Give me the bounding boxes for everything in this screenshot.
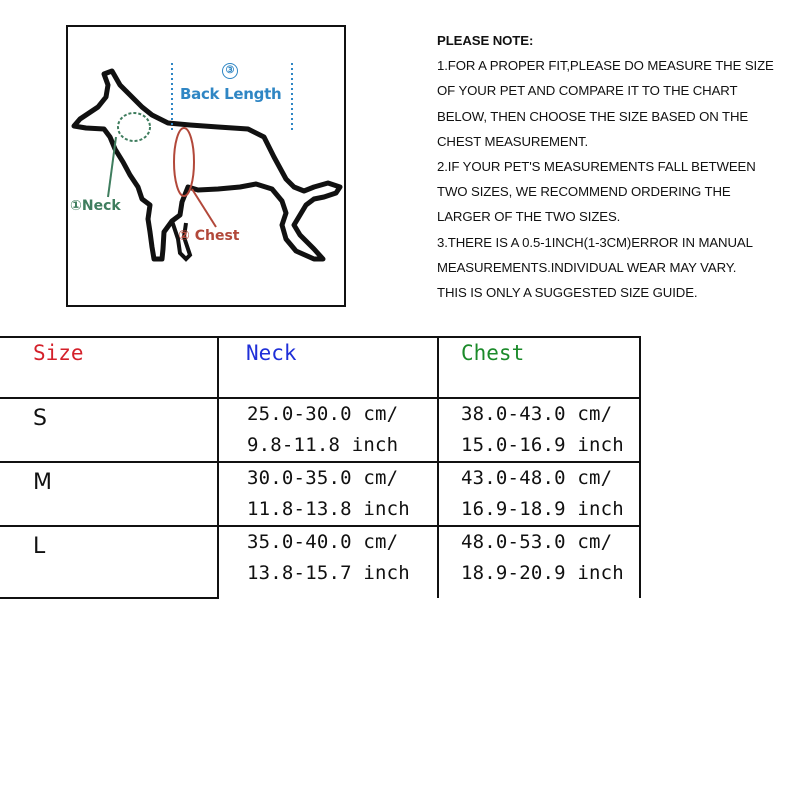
size-cell: [0, 462, 218, 526]
header-cell: [438, 337, 640, 398]
note-line: 1.FOR A PROPER FIT,PLEASE DO MEASURE THE SIZE: [437, 58, 774, 74]
chest-cm-value: 43.0-48.0 cm/: [461, 467, 613, 489]
note-line: BELOW, THEN CHOOSE THE SIZE BASED ON THE: [437, 108, 749, 124]
neck-inch-value: 11.8-13.8 inch: [247, 498, 410, 520]
table-row: [0, 526, 640, 598]
note-line: MEASUREMENTS.INDIVIDUAL WEAR MAY VARY.: [437, 259, 737, 275]
neck-cell: [218, 526, 438, 598]
note-title: PLEASE NOTE:: [437, 33, 534, 48]
chest-label: ② Chest: [178, 228, 240, 244]
chest-inch-value: 16.9-18.9 inch: [461, 498, 624, 520]
table-row: [0, 398, 640, 462]
chest-header: Chest: [461, 341, 525, 365]
note-line: 3.THERE IS A 0.5-1INCH(1-3CM)ERROR IN MANUAL: [437, 234, 753, 250]
neck-cell: [218, 462, 438, 526]
chest-inch-value: 15.0-16.9 inch: [461, 434, 624, 456]
back-length-label: Back Length: [180, 85, 282, 103]
neck-inch-value: 9.8-11.8 inch: [247, 434, 399, 456]
size-chart-table: [0, 336, 641, 599]
please-note-section: [437, 28, 797, 305]
back-length-number-icon: ③: [222, 63, 238, 79]
chest-cm-value: 48.0-53.0 cm/: [461, 531, 613, 553]
neck-cm-value: 35.0-40.0 cm/: [247, 531, 399, 553]
size-cell: [0, 526, 218, 598]
note-line: TWO SIZES, WE RECOMMEND ORDERING THE: [437, 184, 731, 200]
size-header: Size: [33, 341, 84, 365]
neck-label: ①Neck: [70, 198, 121, 214]
chest-inch-value: 18.9-20.9 inch: [461, 562, 624, 584]
chest-cm-value: 38.0-43.0 cm/: [461, 403, 613, 425]
size-cell: [0, 398, 218, 462]
neck-cm-value: 25.0-30.0 cm/: [247, 403, 399, 425]
neck-cm-value: 30.0-35.0 cm/: [247, 467, 399, 489]
table-row: [0, 462, 640, 526]
size-value: L: [33, 534, 46, 559]
chest-cell: [438, 526, 640, 598]
neck-header: Neck: [246, 341, 297, 365]
note-line: OF YOUR PET AND COMPARE IT TO THE CHART: [437, 83, 738, 99]
chest-cell: [438, 398, 640, 462]
note-line: 2.IF YOUR PET'S MEASUREMENTS FALL BETWEEN: [437, 159, 756, 175]
note-line: THIS IS ONLY A SUGGESTED SIZE GUIDE.: [437, 285, 698, 301]
dog-silhouette-icon: [68, 27, 344, 305]
header-cell: [0, 337, 218, 398]
header-cell: [218, 337, 438, 398]
neck-inch-value: 13.8-15.7 inch: [247, 562, 410, 584]
chest-cell: [438, 462, 640, 526]
size-value: S: [33, 406, 47, 431]
note-line: CHEST MEASUREMENT.: [437, 133, 589, 149]
measurement-diagram: [66, 25, 346, 307]
note-line: LARGER OF THE TWO SIZES.: [437, 209, 621, 225]
size-value: M: [33, 470, 52, 495]
table-header-row: [0, 337, 640, 398]
neck-cell: [218, 398, 438, 462]
